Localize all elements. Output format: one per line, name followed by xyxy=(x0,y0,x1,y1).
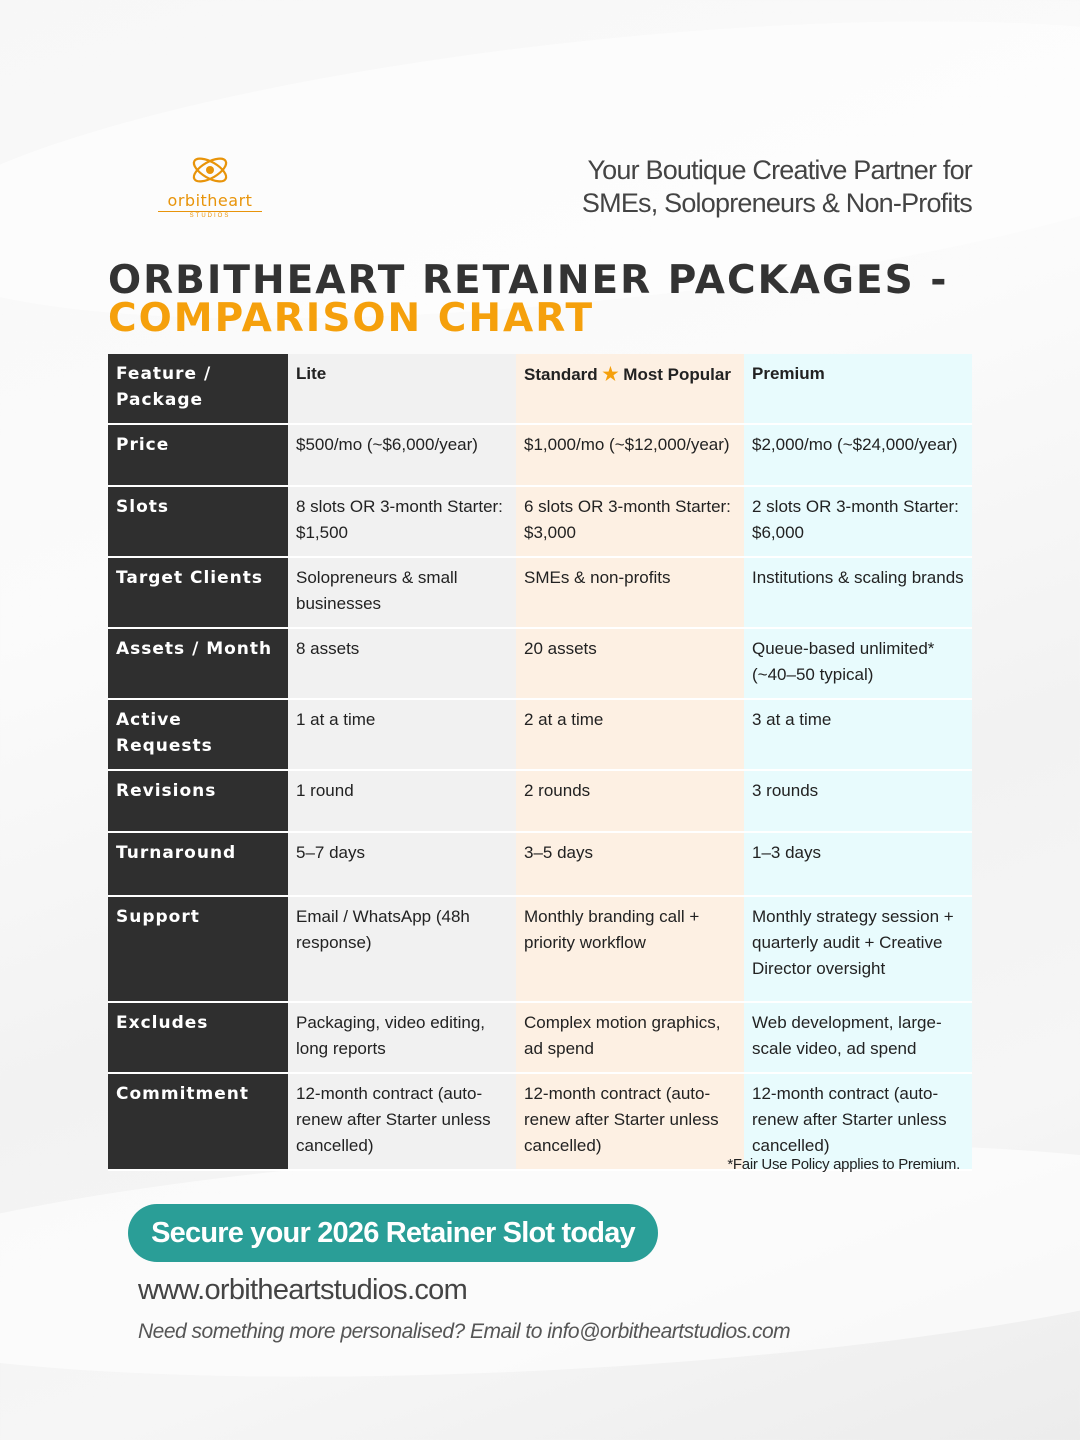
lite-cell: 5–7 days xyxy=(288,832,516,896)
tagline-line-1: Your Boutique Creative Partner for xyxy=(587,155,972,185)
header-lite: Lite xyxy=(288,354,516,424)
lite-cell: $500/mo (~$6,000/year) xyxy=(288,424,516,486)
premium-cell: Web development, large-scale video, ad spend xyxy=(744,1002,972,1073)
footnote: *Fair Use Policy applies to Premium. xyxy=(727,1156,960,1173)
header-standard-label: Standard xyxy=(524,365,598,384)
logo-wordmark: orbitheart xyxy=(167,191,253,210)
table-row xyxy=(108,896,972,1002)
table-row xyxy=(108,424,972,486)
standard-cell: Monthly branding call + priority workflow xyxy=(516,896,744,1002)
tagline xyxy=(582,154,972,220)
table-row xyxy=(108,628,972,699)
header-premium: Premium xyxy=(744,354,972,424)
table-row xyxy=(108,770,972,832)
feature-cell: Support xyxy=(108,896,288,1002)
table-header-row xyxy=(108,354,972,424)
standard-cell: 3–5 days xyxy=(516,832,744,896)
premium-cell: 3 at a time xyxy=(744,699,972,770)
standard-cell: $1,000/mo (~$12,000/year) xyxy=(516,424,744,486)
table-row xyxy=(108,486,972,557)
standard-cell: 2 rounds xyxy=(516,770,744,832)
standard-cell: 12-month contract (auto-renew after Starter unless cancelled) xyxy=(516,1073,744,1170)
page-title xyxy=(108,258,949,341)
feature-cell: Active Requests xyxy=(108,699,288,770)
website-link[interactable]: www.orbitheartstudios.com xyxy=(138,1274,468,1306)
header-standard xyxy=(516,354,744,424)
orbit-heart-icon xyxy=(188,150,232,190)
premium-cell: 12-month contract (auto-renew after Starter unless cancelled) xyxy=(744,1073,972,1170)
feature-cell: Slots xyxy=(108,486,288,557)
lite-cell: Email / WhatsApp (48h response) xyxy=(288,896,516,1002)
table-row xyxy=(108,557,972,628)
premium-cell: $2,000/mo (~$24,000/year) xyxy=(744,424,972,486)
premium-cell: 1–3 days xyxy=(744,832,972,896)
logo-subtext: STUDIOS xyxy=(158,211,262,220)
feature-cell: Commitment xyxy=(108,1073,288,1170)
premium-cell: 2 slots OR 3-month Starter: $6,000 xyxy=(744,486,972,557)
premium-cell: Institutions & scaling brands xyxy=(744,557,972,628)
table-row xyxy=(108,699,972,770)
standard-cell: 20 assets xyxy=(516,628,744,699)
feature-cell: Price xyxy=(108,424,288,486)
standard-cell: 6 slots OR 3-month Starter: $3,000 xyxy=(516,486,744,557)
lite-cell: 8 slots OR 3-month Starter: $1,500 xyxy=(288,486,516,557)
title-line-1: ORBITHEART RETAINER PACKAGES - xyxy=(108,258,949,303)
feature-cell: Target Clients xyxy=(108,557,288,628)
tagline-line-2: SMEs, Solopreneurs & Non-Profits xyxy=(581,188,972,218)
table-row xyxy=(108,832,972,896)
header-feature: Feature / Package xyxy=(108,354,288,424)
brand-logo xyxy=(150,150,270,220)
title-line-2: COMPARISON CHART xyxy=(108,296,595,341)
lite-cell: 1 at a time xyxy=(288,699,516,770)
standard-cell: Complex motion graphics, ad spend xyxy=(516,1002,744,1073)
star-icon: ★ xyxy=(602,364,619,384)
table-row xyxy=(108,1002,972,1073)
feature-cell: Assets / Month xyxy=(108,628,288,699)
feature-cell: Revisions xyxy=(108,770,288,832)
lite-cell: 8 assets xyxy=(288,628,516,699)
standard-cell: SMEs & non-profits xyxy=(516,557,744,628)
feature-cell: Excludes xyxy=(108,1002,288,1073)
premium-cell: 3 rounds xyxy=(744,770,972,832)
secure-slot-button[interactable]: Secure your 2026 Retainer Slot today xyxy=(128,1204,658,1262)
lite-cell: Solopreneurs & small businesses xyxy=(288,557,516,628)
comparison-table xyxy=(108,354,972,1171)
standard-cell: 2 at a time xyxy=(516,699,744,770)
lite-cell: 1 round xyxy=(288,770,516,832)
feature-cell: Turnaround xyxy=(108,832,288,896)
lite-cell: Packaging, video editing, long reports xyxy=(288,1002,516,1073)
most-popular-badge: Most Popular xyxy=(623,365,731,384)
lite-cell: 12-month contract (auto-renew after Starter unless cancelled) xyxy=(288,1073,516,1170)
email-contact-line[interactable]: Need something more personalised? Email to info@orbitheartstudios.com xyxy=(138,1320,791,1343)
premium-cell: Queue-based unlimited* (~40–50 typical) xyxy=(744,628,972,699)
premium-cell: Monthly strategy session + quarterly audit + Creative Director oversight xyxy=(744,896,972,1002)
